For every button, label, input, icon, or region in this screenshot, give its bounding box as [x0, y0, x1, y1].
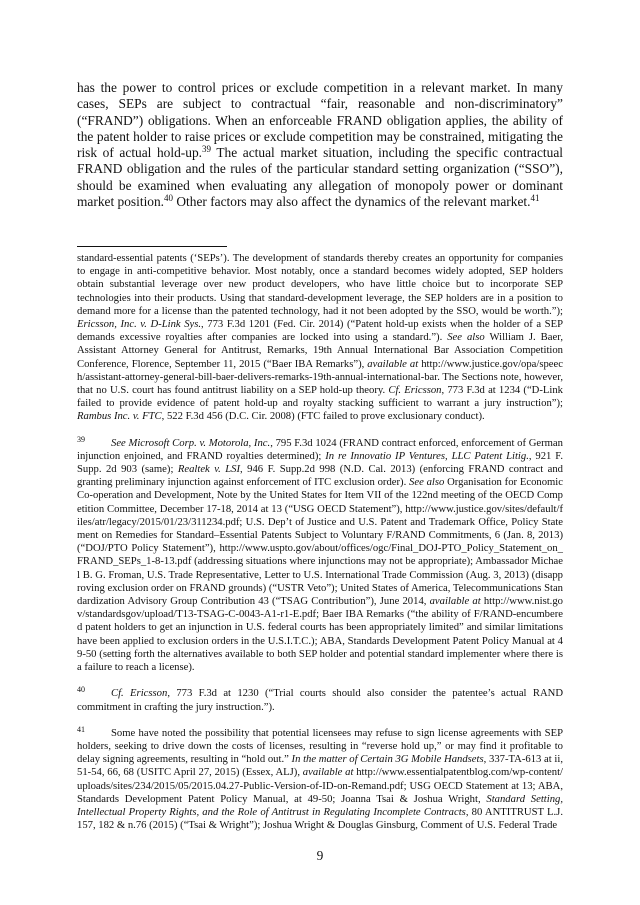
fn-text: Organisation for Economic Co-operation and Development, Note by the United States for Item VII of the 122nd meeting of the OECD Competition Committee, December 17-18, 2014 at 13 (“USG OECD Statement”), http://www.justice.gov/sites/default/files/atr/legacy/2015/01/23/311234.pdf; U.S. Dep’t of Justice and U.S. Patent and Trademark Office, Policy Statement on Remedies for Standard–Essential Patents Subject to Voluntary F/RAND Commitments, 6 (Jan. 8, 2013) (“DOJ/PTO Policy Statement”), http://www.uspto.gov/about/offices/ogc/Final_DOJ-PTO_Policy_Statement_on_FRAND_SEPs_1-8-13.pdf (addressing situations where injunctions may not be appropriate); Ambassador Michael B. G. Froman, U.S. Trade Representative, Letter to U.S. International Trade Commission (Aug. 3, 2013) (disapproving exclusion order on FRAND grounds) (“USTR Veto”); United States of America, Telecommunications Standardization Advisory Group Contribution 43 (“TSAG Contribution”), June 2014,: [77, 477, 563, 608]
footnote-41: [77, 724, 564, 833]
fn-signal: See also: [409, 477, 445, 489]
body-text-segment: has the power to control prices or exclude competition in a relevant market. In many cases, SEPs are subject to contractual “fair, reasonable and non-discriminatory” (“FRAND”) obligations. When an enforceable FRAND obligation applies, the ability of the patent holder to raise prices or exclude competition may be constrained, mitigating the risk of actual hold-up.: [77, 80, 563, 161]
fn-text: http://www.essentialpatentblog.com/wp-content/uploads/sites/234/2015/05/2015.04.27-Public-Version-of-ID-on-Remand.pdf; USG OECD Statement at 13; ABA, Standards Development Patent Policy Manual, at 49-50; Joanna Tsai & Joshua Wright,: [77, 767, 564, 805]
fn-text: , 773 F.3d at 1234 (“D-Link failed to provide evidence of patent hold-up and royalty stacking sufficient to warrant a jury instruction”);: [77, 385, 563, 410]
fn-text: , 773 F.3d at 1230 (“Trial courts should also consider the patentee’s actual RAND commitment in crafting the jury instruction.”).: [77, 688, 563, 713]
fn-signal: available at: [367, 358, 419, 370]
fn-text: , 337-TA-613 at ii, 51-54, 66, 68 (USITC April 27, 2015) (Essex, ALJ),: [77, 754, 563, 779]
fn-text: , 921 F. Supp. 2d 903 (same);: [77, 450, 563, 476]
fn-citation: Rambus Inc. v. FTC: [77, 411, 162, 423]
fn-citation: In the matter of Certain 3G Mobile Handsets: [291, 754, 484, 766]
fn-signal: available at: [429, 596, 481, 608]
body-paragraph: [77, 80, 563, 210]
footnote-number: 39: [77, 434, 85, 444]
footnote-separator: [77, 246, 227, 247]
footnote-ref-40[interactable]: 40: [164, 193, 174, 204]
fn-text: , 795 F.3d 1024 (FRAND contract enforced, enforcement of German injunction enjoined, and FRAND royalties determined);: [77, 437, 563, 462]
fn-text: , 946 F. Supp.2d 998 (N.D. Cal. 2013) (enforcing FRAND contract and granting preliminary injunction against enforcement of ITC exclusion order).: [77, 464, 563, 489]
fn-text: , 80 ANTITRUST L.J. 157, 182 & n.76 (2015) (“Tsai & Wright”); Joshua Wright & Douglas Ginsburg, Comment of U.S. Federal Trade: [77, 806, 563, 832]
footnote-ref-41[interactable]: 41: [530, 193, 540, 204]
fn-citation: Standard Setting, Intellectual Property Rights, and the Role of Antitrust in Regulating Incomplete Contracts: [77, 793, 564, 818]
fn-citation: Realtek v. LSI: [177, 464, 241, 476]
fn-citation: In re Innovatio IP Ventures, LLC Patent Litig.: [325, 450, 529, 462]
fn-text: standard-essential patents (‘SEPs’). The development of standards thereby creates an opportunity for companies to engage in anti-competitive behavior. Most notably, once a standard becomes widely adopted, SEP holders obtain substantial leverage over new product developers, who have little choice but to incorporate SEP technologies into their products. Using that standard-development leverage, the SEP holders are in a position to demand more for a license than the patented technology, had it not been adopted by the SSO, would be worth.”);: [77, 253, 563, 317]
fn-signal: available at: [302, 767, 354, 779]
page-number: 9: [316, 848, 324, 863]
fn-text: Some have noted the possibility that potential licensees may refuse to sign license agreements with SEP holders, seeking to drive down the costs of licenses, resulting in “reverse hold up,” or may find it profitable to delay signing agreements, resulting in “hold out.”: [77, 727, 563, 766]
footnotes: [77, 252, 563, 845]
footnote-number: 41: [77, 724, 85, 734]
fn-citation: Cf. Ericsson: [388, 385, 442, 397]
footnote-number: 40: [77, 685, 85, 695]
fn-text: http://www.justice.gov/opa/speech/assistant-attorney-general-bill-baer-delivers-remarks-19th-annual-international-bar. The Sections note, however, that no U.S. court has found antitrust liability on a SEP hold-up theory.: [77, 358, 563, 397]
fn-citation: Ericsson, Inc. v. D-Link Sys.: [77, 319, 202, 331]
footnote-continued: [77, 252, 563, 424]
body-text-segment: The actual market situation, including the specific contractual FRAND obligation and the rules of the particular standard setting organization (“SSO”), should be examined when evaluating any allegation of monopoly power or dominant market position.: [77, 145, 563, 210]
fn-signal: See also: [447, 332, 485, 344]
fn-citation: See Microsoft Corp. v. Motorola, Inc.: [111, 437, 271, 449]
fn-citation: Cf. Ericsson: [111, 688, 168, 700]
body-text-segment: Other factors may also affect the dynamics of the relevant market.: [173, 194, 531, 210]
fn-text: , 522 F.3d 456 (D.C. Cir. 2008) (FTC failed to prove exclusionary conduct).: [161, 411, 485, 423]
footnote-ref-39[interactable]: 39: [202, 144, 211, 155]
footnote-40: [77, 687, 563, 713]
fn-text: http://www.nist.gov/standardsgov/upload/T13-TSAG-C-0043-A1-r1-E.pdf; Baer IBA Remarks (“the ability of F/RAND-encumbered patent holders to get an injunction in U.S. federal courts has been appropriately limited” and similar limitations have been applied to exclusion orders in the U.S.I.T.C.); ABA, Standards Development Patent Policy Manual at 49-50 (setting forth the alternatives available to both SEP holder and potential standard implementer where there is a failure to reach a license).: [77, 596, 563, 674]
fn-text: , 773 F.3d 1201 (Fed. Cir. 2014) (“Patent hold-up exists when the holder of a SEP demands excessive royalties after companies are locked into using a standard.”).: [77, 319, 563, 344]
footnote-39: [77, 434, 563, 675]
fn-text: William J. Baer, Assistant Attorney General for Antitrust, Remarks, 19th Annual International Bar Association Competition Conference, Florence, September 11, 2015 (“Baer IBA Remarks”),: [77, 332, 564, 370]
